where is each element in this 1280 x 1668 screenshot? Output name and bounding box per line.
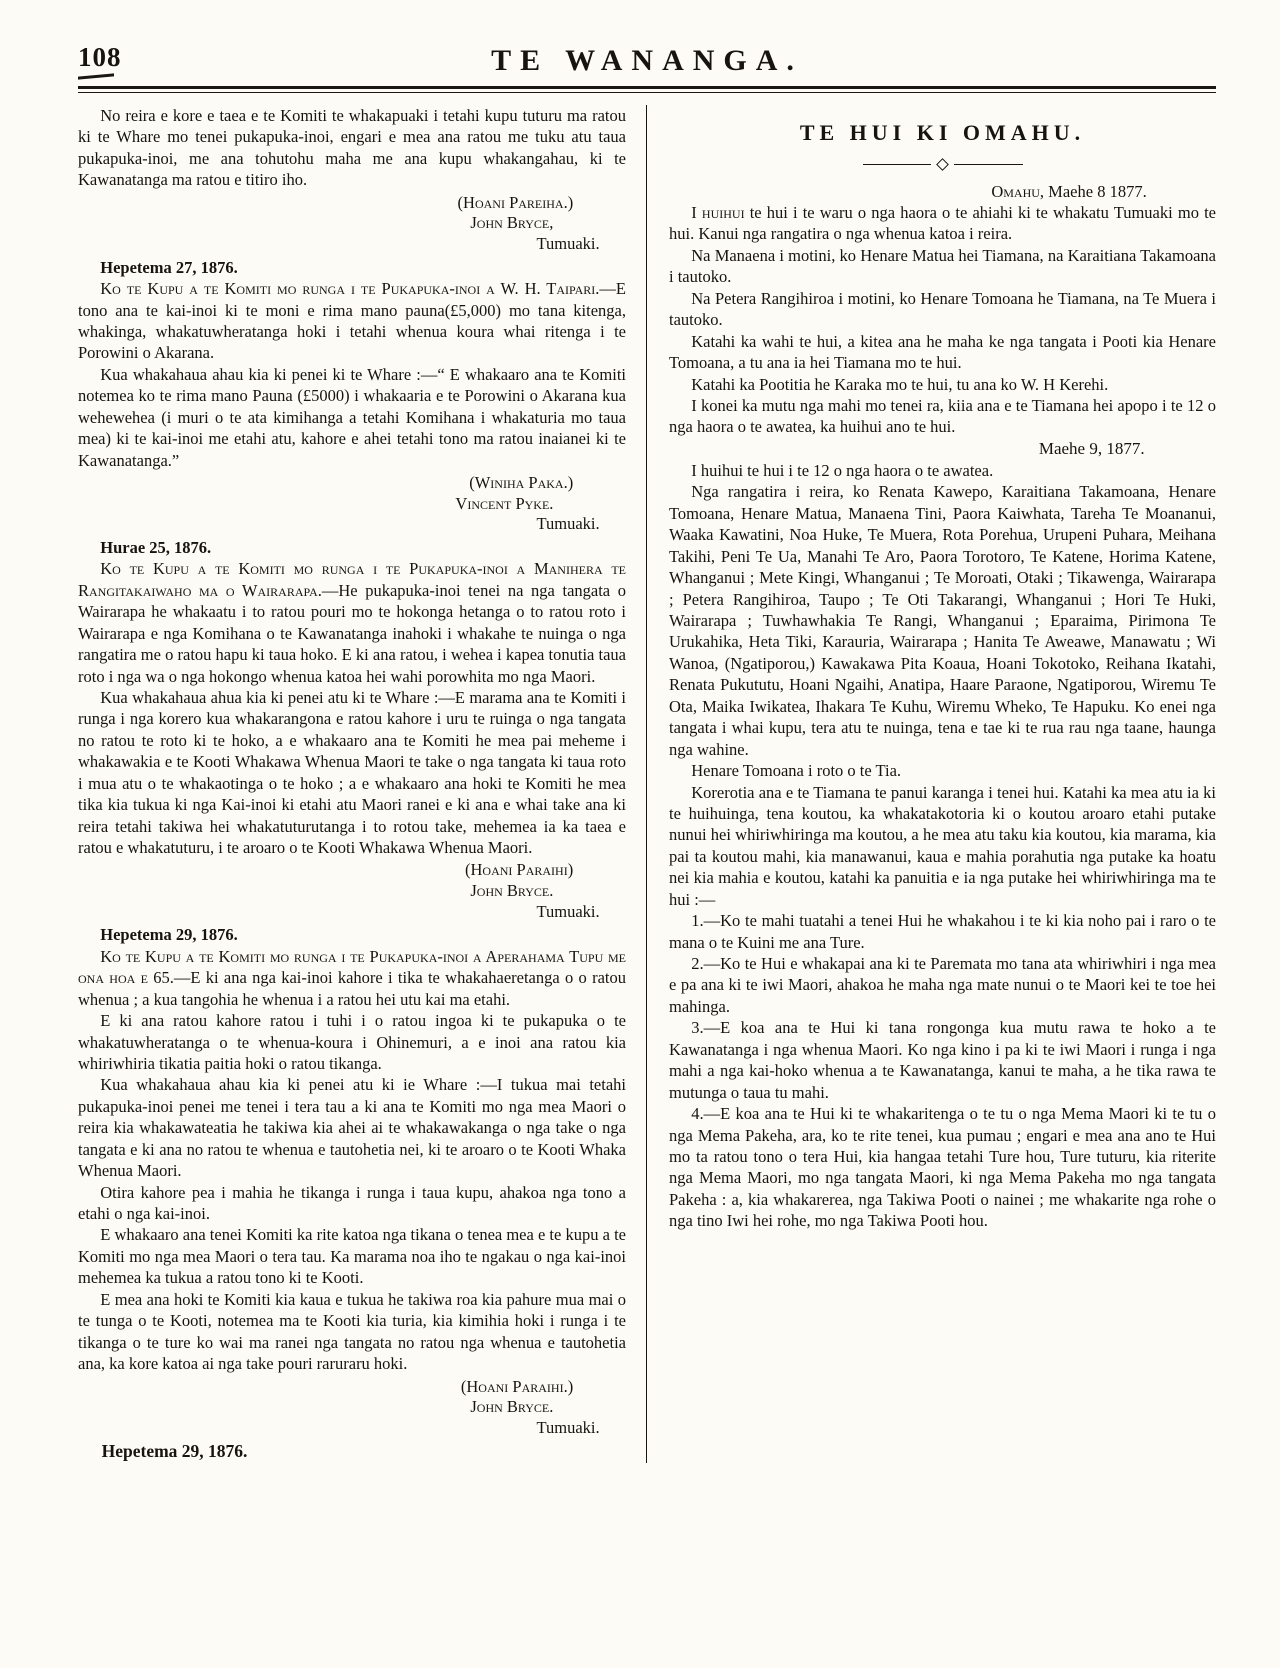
paragraph: I huihui te hui i te 12 o nga haora o te awatea.	[691, 460, 994, 480]
header-rule-thick	[78, 86, 1216, 89]
signature-title: Tumuaki.	[536, 514, 600, 534]
section-lead-rest: —E ki ana nga kai-inoi kahore i tika te whakahaeretanga o o ratou whenua ; a kua tangohia he whenua i a ratou hei utu kai ma etahi.	[78, 968, 627, 1009]
paragraph: Korerotia ana e te Tiamana te panui karanga i tenei hui. Katahi ka mea atu ia ki te huihuinga, tena koutou, ka whakatakotoria ki o koutou aroaro etahi putake nunui hei whiriwhiringa ma koutou, a he mea atu taku kia koutou, kia marama, kia pai ta koutou mahi, kia manawanui, kaua e mahia porahutia nga putake ka hoatu nei kia mahia e koutou, katahi ka panuitia e ia nga putake hei whiriwhiringa ma te hui :—	[669, 782, 1216, 909]
paragraph	[78, 278, 626, 364]
page-columns	[78, 105, 1216, 1463]
signature-block	[78, 860, 626, 922]
paragraph: Nga rangatira i reira, ko Renata Kawepo, Karaitiana Takamoana, Henare Tomoana, Henare Matua, Manaena Tini, Paora Kaiwhata, Tareha Te Moananui, Waaka Kawatini, Noa Huke, Te Muera, Rota Porehua, Urupeni Puhara, Meihana Takihi, Peni Te Ua, Manahi Te Aro, Paora Torotoro, Te Katene, Horima Katene, Whanganui ; Mete Kingi, Whanganui ; Te Moroati, Otaki ; Tikawenga, Wairarapa ; Petera Rangihiroa, Taupo ; Te Oti Takarangi, Whanganui ; Hori Te Huki, Wairarapa ; Tuwhawhakia Te Rangi, Whanganui ; Eparaima, Pirimona Te Urukahika, Heta Tiki, Karauria, Wairarapa ; Hanita Te Aweawe, Manawatu ; Wi Wanoa, (Ngatiporou,) Kawakawa Pita Koaua, Hoani Tokotoko, Reihana Ikatahi, Renata Pukututu, Hoani Ngaihi, Anatipa, Haare Paraone, Ngatiporou, Wiremu Te Ota, Maika Iwikatea, Ihakara Te Kuhu, Wiremu Wheko, Te Hapuku. Ko enei nga tangata i whai kupu, tera atu te nuinga, tena e tae ki te rua rau nga taane, haunga nga wahine.	[669, 482, 1216, 759]
page-header	[78, 42, 1216, 78]
paragraph: Na Manaena i motini, ko Henare Matua hei Tiamana, na Karaitiana Takamoana i tautoko.	[669, 245, 1216, 287]
signature-officer: John Bryce.	[470, 881, 554, 901]
signature-officer: John Bryce.	[470, 1397, 554, 1417]
date-heading: Hurae 25, 1876.	[100, 537, 212, 557]
section-lead-rest: —He pukapuka-inoi tenei na nga tangata o Wairarapa he whakaatu i to ratou pouri mo te hokonga hetanga o to ratou roto i Wairarapa e nga Komihana o te Kawanatanga inahoki i whakahe te nuinga o nga rangatira me o ratou hapu ki taua hoko. E ki ana ratou, i wehea i kapea tonutia taua roto i nga wa o nga hokongo whenua katoa hei wahi porowhita mo nga Maori.	[78, 580, 627, 686]
paragraph	[669, 202, 1216, 245]
signature-title: Tumuaki.	[536, 1417, 600, 1437]
paragraph: Kua whakahaua ahau kia ki penei atu ki ie Whare :—I tukua mai tetahi pukapuka-inoi penei me tenei i tera tau a ki ana te Komiti mo nga mea Maori o reira kia whakawateatia he takiwa kia ahei ai te whakawakanga o nga take o nga tangata e ki ana no ratou te whenua e tautohetia nei, ki te aroaro o te Kooti Whaka Whenua Maori.	[78, 1075, 626, 1181]
dateline: Maehe 9, 1877.	[1038, 438, 1145, 458]
paragraph: Katahi ka wahi te hui, a kitea ana he maha ke nga tangata i Pooti kia Henare Tomoana, a tu ana ia hei Tiamana mo te hui.	[669, 331, 1216, 373]
right-column	[647, 105, 1216, 1463]
signature-name: (Hoani Paraihi.)	[460, 1376, 574, 1396]
dateline-place: Omahu,	[991, 181, 1045, 201]
dateline	[669, 181, 1216, 202]
section-divider	[863, 160, 1023, 169]
paragraph: Na Petera Rangihiroa i motini, ko Henare Tomoana he Tiamana, na Te Muera i tautoko.	[669, 288, 1216, 330]
date-heading: Hepetema 27, 1876.	[100, 257, 238, 277]
page-number: 108	[78, 42, 122, 72]
paragraph: Henare Tomoana i roto o te Tia.	[691, 761, 902, 781]
section-lead: Ko te Kupu a te Komiti mo runga i te Pukapuka-inoi a Aperahama Tupu me ona hoa e 65.	[78, 946, 626, 988]
resolution-item: 3.—E koa ana te Hui ki tana rongonga kua mutu rawa te hoko a te Kawanatanga i nga whenua Maori. Ko nga kino i pa ki te iwi Maori i runga i nga mahi a nga kai-hoko whenua a te Kawanatanga, kanui te maha, a he tika rawa te mutunga o taua tu mahi.	[669, 1018, 1216, 1102]
section-lead: Ko te Kupu a te Komiti mo runga i te Pukapuka-inoi a Manihera te Rangitakaiwaho ma o Wairarapa.	[78, 559, 626, 600]
paragraph: No reira e kore e taea e te Komiti te whakapuaki i tetahi kupu tuturu ma ratou ki te Whare mo tenei pukapuka-inoi, engari e mea ana ratou me tuku atu taua pukapuka-inoi, me ana tohutohu maha me ana kupu whakangahau, ki te Kawanatanga ma ratou e titiro iho.	[78, 106, 626, 190]
date-heading: Hepetema 29, 1876.	[100, 925, 238, 945]
paragraph: Katahi ka Pootitia he Karaka mo te hui, tu ana ko W. H Kerehi.	[691, 374, 1109, 394]
masthead-title: TE WANANGA.	[491, 44, 803, 77]
section-lead-rest: —E tono ana te kai-inoi ki te moni e rima mano pauna(£5,000) mo tana kitenga, whakinga, whakatuwheratanga hoki i tetahi whenua koura whai ritenga i te Porowini o Akarana.	[78, 279, 626, 363]
resolution-item: 1.—Ko te mahi tuatahi a tenei Hui he whakahou i te ki kia noho pai i raro o te mana o te Kuini me ana Ture.	[669, 911, 1216, 952]
page-number-underline	[78, 73, 114, 79]
signature-name: (Hoani Paraihi)	[465, 860, 574, 880]
signature-title: Tumuaki.	[536, 234, 600, 253]
paragraph: E whakaaro ana tenei Komiti ka rite katoa nga tikana o tenea mea e te kupu a te Komiti mo nga mea Maori o tera tau. Ka marama noa iho te ngakau o nga kai-inoi mehemea ka tukua a ratou tono ki te Kooti.	[78, 1225, 626, 1288]
signature-name: (Winiha Paka.)	[469, 473, 574, 492]
paragraph: Otira kahore pea i mahia he tikanga i runga i taua kupu, ahakoa nga tono a etahi o nga kai-inoi.	[78, 1182, 626, 1223]
paragraph: Kua whakahaua ahau kia ki penei ki te Whare :—“ E whakaaro ana te Komiti notemea ko te rima mano Pauna (£5000) i whakaaria e te Porowini o Akarana kua wehewehea (i muri o te ata kimihanga a tetahi Komihana i whakaturia mo taua mea) ki te kai-inoi me etahi atu, kahore e ahei tetahi tono ma ratou inaianei ki te Kawanatanga.”	[78, 364, 626, 470]
paragraph: E ki ana ratou kahore ratou i tuhi i o ratou ingoa ki te pukapuka o te whakatuwheratanga o te whenua-koura i Ohinemuri, a e inoi ana ratou kia whiriwhiria tikatia paitia hoki o ratou tikanga.	[78, 1011, 626, 1073]
dateline-date: Maehe 8 1877.	[1044, 181, 1147, 201]
resolution-item: 4.—E koa ana te Hui ki te whakaritenga o te tu o nga Mema Maori ki te tu o nga Mema Pakeha, ara, ko te rite tenei, kua pumau ; engari e mea ana ano te Hui mo ta ratou tono o tera Hui, kia hangaa tetahi Ture hou, Ture tuturu, kia riterite nga Mema Maori, mo nga tangata Maori, ki nga Mema Pakeha mo nga tangata Pakeha : a, kia whakarerea, nga Takiwa Pooti o nainei ; me whakarite nga rohe o nga tino Iwi hei rohe, mo nga Takiwa Pooti hou.	[669, 1104, 1216, 1231]
paragraph-lead: I huihui	[691, 203, 745, 223]
article-heading: TE HUI KI OMAHU.	[799, 120, 1086, 145]
paragraph: I konei ka mutu nga mahi mo tenei ra, kiia ana e te Tiamana hei apopo i te 12 o nga haora o te awatea, ka huihui ano te hui.	[669, 395, 1216, 437]
page-number-wrap	[78, 42, 208, 78]
signature-title: Tumuaki.	[536, 901, 600, 921]
paragraph: E mea ana hoki te Komiti kia kaua e tukua he takiwa roa kia pahure mua mai o te tunga o te Kooti, notemea ma te Kooti kia turia, kia kimihia hoki i runga i te tikanga o te ture ko wai ma ranei nga tangata no ratou nga whenua e tautohetia ana, ka kore katoa ai nga take pouri raruraru hoki.	[78, 1289, 626, 1374]
signature-officer: John Bryce,	[470, 213, 554, 233]
closing-date: Hepetema 29, 1876.	[101, 1441, 248, 1462]
diamond-ornament-icon	[936, 158, 949, 171]
signature-officer: Vincent Pyke.	[455, 493, 554, 513]
left-column	[78, 105, 647, 1463]
signature-block	[78, 1377, 626, 1439]
section-lead: Ko te Kupu a te Komiti mo runga i te Pukapuka-inoi a W. H. Taipari.	[100, 279, 600, 299]
paragraph	[78, 946, 626, 1010]
paragraph	[78, 558, 626, 687]
resolution-item: 2.—Ko te Hui e whakapai ana ki te Paremata mo tana ata whiriwhiri i nga mea e pa ana ki te iwi Maori, ahakoa he maha nga mate nunui o te Maori kei te toe hei mahinga.	[669, 954, 1216, 1016]
header-rule-thin	[78, 92, 1216, 93]
signature-block	[78, 193, 626, 255]
paragraph: Kua whakahaua ahua kia ki penei atu ki te Whare :—E marama ana te Komiti i runga i nga korero kua whakarangona e ratou kahore i uru te ruinga o nga tangata no ratou te roto ki te hoko, a e whakaaro ana te Komiti he mea pai meheme i whakawakia e te Kooti Whakawa Whenua Maori te take o nga tangata ki taua roto i mua atu o te whakaotinga o te hoko ; a e whakaaro ana hoki te Komiti he mea tika kia tukua ki nga Kai-inoi ki etahi atu Maori ranei e ki ana e whai take ana ki reira tetahi takiwa hei whakatuturutanga i to rotou take, mehemea ia ka taea e ratou e whakatuturu, i te aroaro o te Kooti Whakawa Whenua Maori.	[78, 687, 626, 857]
signature-block	[78, 473, 626, 535]
signature-name: (Hoani Pareiha.)	[457, 192, 574, 212]
paragraph-lead-rest: te hui i te waru o nga haora o te ahiahi ki te whakatu Tumuaki mo te hui. Kanui nga rangatira o nga whenua katoa i reira.	[669, 203, 1216, 244]
